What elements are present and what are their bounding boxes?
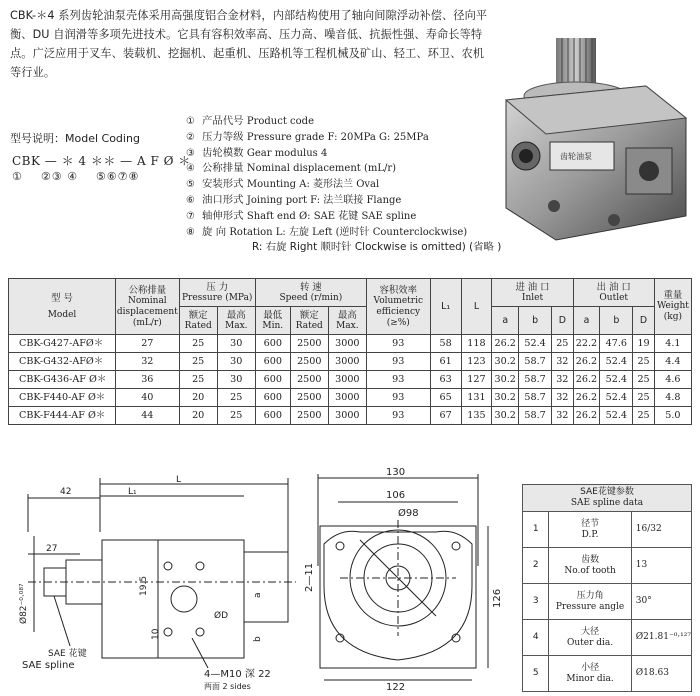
sae-param: 大径 Outer dia.	[549, 620, 631, 656]
sae-no: 2	[523, 548, 549, 584]
model-cell: CBK-F444-AF Ø＊	[9, 407, 116, 425]
legend-row-extra: R: 右旋 Right 顺时针 Clockwise is omitted) (省略 )	[252, 241, 502, 254]
front-view-drawing	[300, 466, 510, 692]
table-cell: 58.7	[519, 353, 552, 371]
table-cell: 3000	[328, 407, 366, 425]
table-cell: 5.0	[654, 407, 691, 425]
model-cell: CBK-G432-AFØ＊	[9, 353, 116, 371]
table-cell: 22.2	[573, 335, 600, 353]
table-cell: 127	[461, 371, 492, 389]
table-cell: 93	[366, 335, 430, 353]
dim-10: 10	[151, 628, 161, 640]
model-cell: CBK-F440-AF Ø＊	[9, 389, 116, 407]
table-cell: 26.2	[573, 353, 600, 371]
dim-130: 130	[386, 467, 406, 478]
table-cell: 52.4	[600, 371, 633, 389]
coding-legend	[186, 114, 501, 256]
table-cell: 600	[255, 335, 290, 353]
table-cell: 30	[217, 353, 255, 371]
table-cell: 135	[461, 407, 492, 425]
table-cell: 30	[217, 335, 255, 353]
table-cell: 52.4	[600, 353, 633, 371]
table-cell: 26.2	[573, 389, 600, 407]
sae-value: 16/32	[631, 512, 691, 548]
table-cell: 93	[366, 371, 430, 389]
table-cell: 26.2	[573, 407, 600, 425]
legend-row: ④ 公称排量 Nominal displacement (mL/r)	[186, 162, 397, 175]
table-cell: 93	[366, 353, 430, 371]
header-b: b	[519, 307, 552, 335]
table-cell: 19	[633, 335, 655, 353]
dim-b: b	[253, 636, 263, 642]
sae-no: 4	[523, 620, 549, 656]
legend-row: ⑦ 轴伸形式 Shaft end Ø: SAE 花键 SAE spline	[186, 209, 417, 222]
table-cell: 25	[552, 335, 574, 353]
table-cell: 25	[633, 407, 655, 425]
table-cell: 52.4	[600, 389, 633, 407]
table-cell: 52.4	[600, 407, 633, 425]
header-d: D	[633, 307, 655, 335]
name-plate-text: 齿轮油泵	[560, 152, 592, 161]
table-row	[9, 335, 692, 353]
table-cell: 58	[430, 335, 461, 353]
header-a: a	[492, 307, 519, 335]
dim-l1: L₁	[128, 487, 137, 497]
table-cell: 30.2	[492, 353, 519, 371]
table-cell: 32	[552, 371, 574, 389]
table-cell: 25	[179, 371, 217, 389]
table-cell: 600	[255, 389, 290, 407]
table-cell: 30.2	[492, 389, 519, 407]
sae-param: 小径 Minor dia.	[549, 656, 631, 692]
table-cell: 4.8	[654, 389, 691, 407]
sae-row	[523, 620, 692, 656]
spec-table	[8, 278, 692, 425]
table-cell: 20	[179, 407, 217, 425]
dim-42: 42	[60, 487, 72, 497]
table-cell: 36	[115, 371, 179, 389]
sae-param: 压力角 Pressure angle	[549, 584, 631, 620]
legend-row: ⑤ 安装形式 Mounting A: 菱形法兰 Oval	[186, 178, 380, 191]
table-cell: 118	[461, 335, 492, 353]
header-displacement: 公称排量 Nominal displacement (mL/r)	[115, 279, 179, 335]
header-rated: 额定 Rated	[290, 307, 328, 335]
table-cell: 93	[366, 389, 430, 407]
pump-photo	[496, 38, 692, 242]
header-min: 最低 Min.	[255, 307, 290, 335]
side-view-drawing	[8, 472, 298, 694]
header-pressure: 压 力 Pressure (MPa)	[179, 279, 255, 307]
header-b: b	[600, 307, 633, 335]
table-cell: 25	[633, 371, 655, 389]
sae-value: 13	[631, 548, 691, 584]
table-cell: 44	[115, 407, 179, 425]
coding-title: 型号说明：Model Coding	[10, 132, 140, 145]
sae-row	[523, 656, 692, 692]
header-max: 最高 Max.	[217, 307, 255, 335]
dim-2-11: 2—11	[304, 562, 315, 592]
table-row	[9, 389, 692, 407]
dim-shaft-dia: Ø82⁻⁰·⁰⁸⁷	[19, 583, 29, 624]
coding-numbers: ① ②③ ④ ⑤⑥⑦⑧	[12, 170, 140, 183]
table-row	[9, 371, 692, 389]
legend-row: ⑥ 油口形式 Joining port F: 法兰联接 Flange	[186, 193, 402, 206]
table-row	[9, 407, 692, 425]
legend-row: ③ 齿轮模数 Gear modulus 4	[186, 146, 328, 159]
intro-paragraph: CBK-＊4 系列齿轮油泵壳体采用高强度铝合金材料，内部结构使用了轴向间隙浮动补偿、径向平衡、DU 自润滑等多项先进技术。它具有容积效率高、压力高、噪音低、抗振性强、寿命长等特点。广泛应用于叉车、装载机、挖掘机、起重机、压路机等工程机械及矿山、轻工、环卫、农机等行业。	[10, 9, 488, 79]
table-row	[9, 353, 692, 371]
table-cell: 3000	[328, 371, 366, 389]
table-cell: 2500	[290, 335, 328, 353]
table-cell: 123	[461, 353, 492, 371]
table-cell: 600	[255, 353, 290, 371]
table-cell: 600	[255, 407, 290, 425]
table-cell: 58.7	[519, 389, 552, 407]
coding-code: CBK — ＊ 4 ＊＊ — A F Ø ＊	[12, 154, 191, 168]
table-cell: 25	[633, 389, 655, 407]
sae-label-zh: SAE 花键	[48, 649, 87, 659]
table-cell: 52.4	[519, 335, 552, 353]
sae-label-en: SAE spline	[22, 660, 75, 671]
dim-19-5: 19.5	[139, 575, 149, 596]
sae-value: Ø21.81⁻⁰·¹²⁷	[631, 620, 691, 656]
table-cell: 32	[552, 407, 574, 425]
table-cell: 30	[217, 371, 255, 389]
table-cell: 61	[430, 353, 461, 371]
dim-98: Ø98	[398, 508, 419, 519]
table-cell: 131	[461, 389, 492, 407]
sae-spline-table	[522, 484, 692, 692]
sae-value: Ø18.63	[631, 656, 691, 692]
table-cell: 32	[552, 353, 574, 371]
table-cell: 93	[366, 407, 430, 425]
model-cell: CBK-G427-AFØ＊	[9, 335, 116, 353]
table-cell: 4.6	[654, 371, 691, 389]
sae-value: 30°	[631, 584, 691, 620]
header-a: a	[573, 307, 600, 335]
table-cell: 4.1	[654, 335, 691, 353]
header-l: L	[461, 279, 492, 335]
header-l1: L₁	[430, 279, 461, 335]
table-cell: 3000	[328, 389, 366, 407]
table-cell: 32	[552, 389, 574, 407]
legend-row: ⑧ 旋 向 Rotation L: 左旋 Left (逆时针 Counterclockwise)	[186, 225, 468, 238]
dim-2-sides: 两面 2 sides	[204, 682, 251, 691]
sae-title: SAE花键参数 SAE spline data	[523, 485, 692, 512]
dim-m10: 4—M10 深 22	[204, 669, 271, 680]
header-rated: 额定 Rated	[179, 307, 217, 335]
table-cell: 4.4	[654, 353, 691, 371]
header-speed: 转 速 Speed (r/min)	[255, 279, 366, 307]
sae-no: 1	[523, 512, 549, 548]
header-model: 型 号 Model	[9, 279, 116, 335]
table-cell: 32	[115, 353, 179, 371]
table-cell: 25	[179, 335, 217, 353]
table-cell: 47.6	[600, 335, 633, 353]
table-cell: 20	[179, 389, 217, 407]
table-cell: 27	[115, 335, 179, 353]
table-cell: 26.2	[492, 335, 519, 353]
sae-row	[523, 512, 692, 548]
dim-a: a	[253, 592, 263, 598]
sae-no: 5	[523, 656, 549, 692]
table-cell: 30.2	[492, 407, 519, 425]
table-cell: 58.7	[519, 371, 552, 389]
dim-126: 126	[492, 588, 503, 608]
table-cell: 25	[179, 353, 217, 371]
dim-106: 106	[386, 490, 406, 501]
sae-no: 3	[523, 584, 549, 620]
dim-od: ØD	[214, 611, 229, 621]
sae-row	[523, 584, 692, 620]
dim-122: 122	[386, 682, 406, 692]
table-cell: 25	[217, 407, 255, 425]
header-d: D	[552, 307, 574, 335]
header-inlet: 进 油 口 Inlet	[492, 279, 573, 307]
header-weight: 重量 Weight (kg)	[654, 279, 691, 335]
legend-row: ① 产品代号 Product code	[186, 115, 314, 127]
table-cell: 40	[115, 389, 179, 407]
table-cell: 3000	[328, 353, 366, 371]
table-cell: 25	[633, 353, 655, 371]
sae-param: 齿数 No.of tooth	[549, 548, 631, 584]
header-efficiency: 容积效率 Volumetric efficiency (≥%)	[366, 279, 430, 335]
table-cell: 58.7	[519, 407, 552, 425]
table-cell: 67	[430, 407, 461, 425]
table-cell: 600	[255, 371, 290, 389]
header-max: 最高 Max.	[328, 307, 366, 335]
sae-param: 径节 D.P.	[549, 512, 631, 548]
table-cell: 2500	[290, 407, 328, 425]
table-cell: 2500	[290, 389, 328, 407]
dim-27: 27	[46, 544, 58, 554]
sae-row	[523, 548, 692, 584]
table-cell: 2500	[290, 371, 328, 389]
table-cell: 3000	[328, 335, 366, 353]
legend-row: ② 压力等级 Pressure grade F: 20MPa G: 25MPa	[186, 130, 429, 143]
table-cell: 25	[217, 389, 255, 407]
table-cell: 63	[430, 371, 461, 389]
model-cell: CBK-G436-AF Ø＊	[9, 371, 116, 389]
table-cell: 30.2	[492, 371, 519, 389]
table-cell: 2500	[290, 353, 328, 371]
table-cell: 65	[430, 389, 461, 407]
dim-l: L	[176, 475, 182, 485]
header-outlet: 出 油 口 Outlet	[573, 279, 654, 307]
table-cell: 26.2	[573, 371, 600, 389]
